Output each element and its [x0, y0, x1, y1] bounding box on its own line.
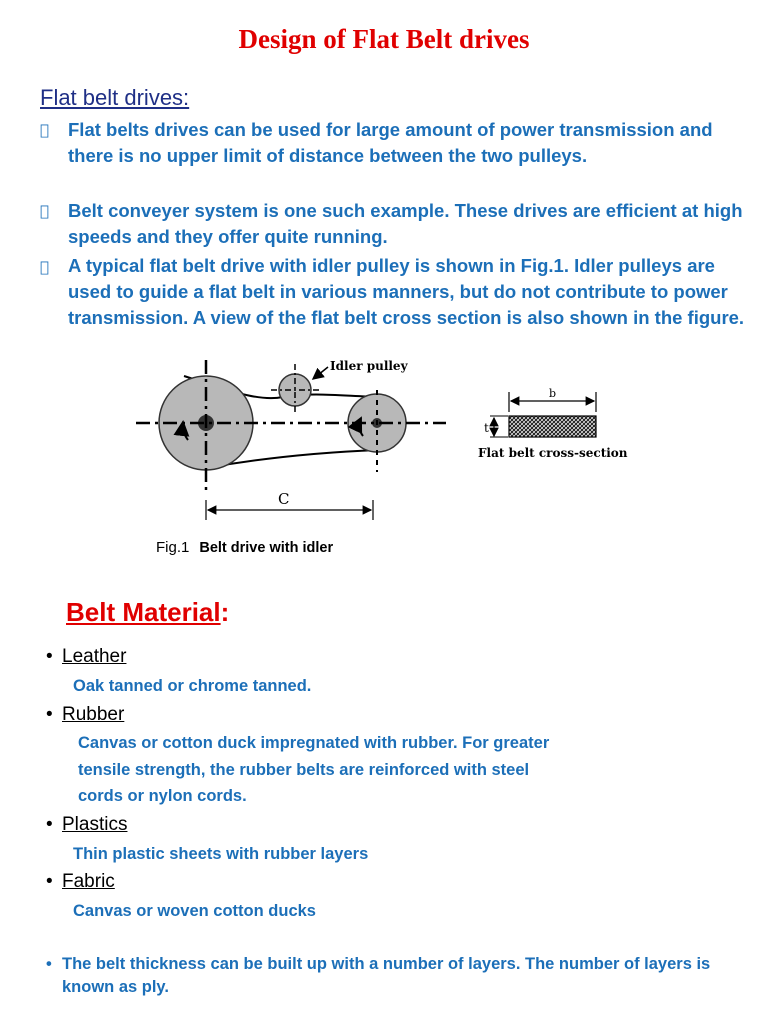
belt-material-heading [66, 597, 229, 628]
page-title: Design of Flat Belt drives [238, 24, 530, 54]
figure-number: Fig.1 [156, 539, 190, 556]
width-b-label: b [549, 387, 557, 400]
heading-colon: : [220, 597, 230, 627]
material-item-fabric [46, 871, 115, 893]
material-name: Leather [62, 646, 127, 667]
intro-paragraph: Belt conveyer system is one such example. These drives are efficient at high speeds and they offer quite running. [68, 200, 743, 247]
belt-cross-section [509, 416, 596, 437]
center-distance-label: C [278, 490, 290, 508]
figure-caption-text: Belt drive with idler [199, 540, 334, 556]
thickness-t-label: t [484, 421, 489, 435]
material-name: Fabric [62, 871, 115, 892]
intro-paragraph: Flat belts drives can be used for large amount of power transmission and there is no upper limit of distance between the two pulleys. [68, 119, 713, 166]
material-desc: Oak tanned or chrome tanned. [73, 677, 312, 695]
belt-material-heading-text: Belt Material [66, 597, 221, 627]
material-desc: Thin plastic sheets with rubber layers [73, 845, 369, 863]
belt-drive-figure [128, 352, 648, 532]
material-desc-line: tensile strength, the rubber belts are reinforced with steel [78, 760, 530, 779]
material-item-leather [46, 646, 126, 668]
bullet: • [46, 814, 53, 835]
ply-note [46, 953, 756, 999]
bullet: • [46, 704, 53, 725]
cross-section-label: Flat belt cross-section [478, 446, 628, 460]
bullet: • [46, 871, 53, 892]
idler-pulley-label: Idler pulley [330, 359, 408, 373]
material-item-plastics [46, 814, 127, 836]
material-name: Rubber [62, 704, 125, 725]
material-desc [78, 730, 678, 810]
material-desc-line: cords or nylon cords. [78, 787, 247, 805]
figure-caption [156, 539, 333, 556]
ply-note-text: The belt thickness can be built up with a number of layers. The number of layers is known as ply. [62, 955, 711, 996]
square-bullet-icon [40, 121, 49, 139]
bullet: • [46, 955, 52, 973]
material-desc-line: Canvas or cotton duck impregnated with rubber. For greater [78, 734, 550, 752]
section-heading-flat-belt-drives: Flat belt drives: [40, 85, 190, 110]
material-item-rubber [46, 704, 124, 726]
square-bullet-icon [40, 202, 49, 220]
intro-paragraph: A typical flat belt drive with idler pulley is shown in Fig.1. Idler pulleys are used to guide a flat belt in various manners, but do not contribute to power transmission. A view of the flat belt cross section is also shown in the figure. [68, 255, 745, 328]
material-desc: Canvas or woven cotton ducks [73, 902, 316, 920]
square-bullet-icon [40, 258, 49, 276]
material-name: Plastics [62, 814, 128, 835]
bullet: • [46, 646, 53, 667]
